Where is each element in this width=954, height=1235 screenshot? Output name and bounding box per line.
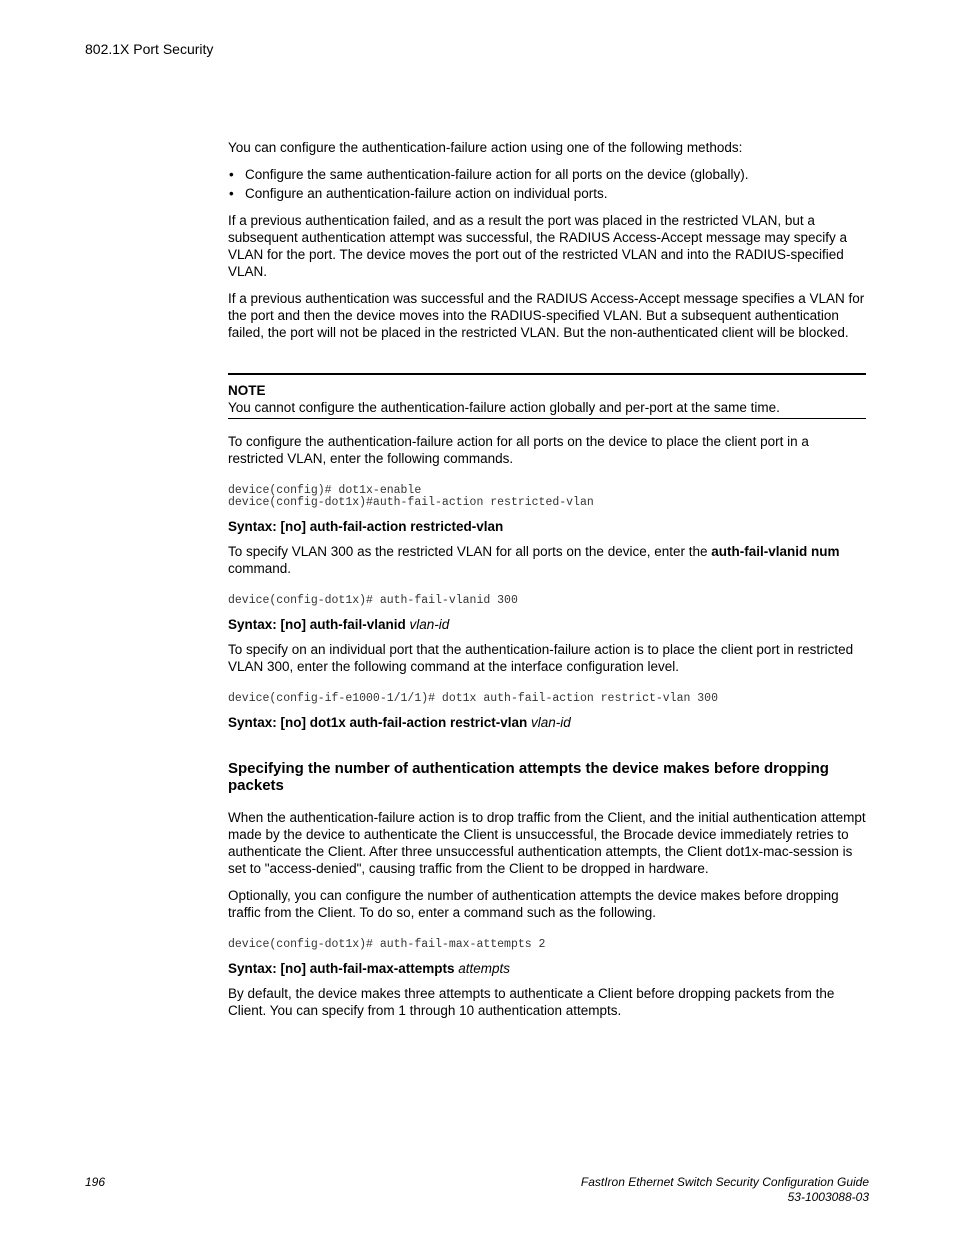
page-number: 196 <box>85 1175 106 1189</box>
section-heading: Specifying the number of authentication attempts the device makes before dropping packets <box>228 760 829 794</box>
methods-list <box>228 166 866 202</box>
syntax-command: Syntax: [no] auth-fail-max-attempts <box>228 961 459 976</box>
syntax-command: Syntax: [no] auth-fail-vlanid <box>228 617 410 632</box>
syntax-line: Syntax: [no] auth-fail-action restricted-vlan <box>228 519 504 534</box>
running-header: 802.1X Port Security <box>85 41 214 57</box>
paragraph: If a previous authentication was successful and the RADIUS Access-Accept message specifies a VLAN for the port and then the device moves into the RADIUS-specified VLAN. But a subsequent authentication failed, the port will not be placed in the restricted VLAN. But the non-authenticated client will be blocked. <box>228 291 865 340</box>
list-item: • Configure an authentication-failure action on individual ports. <box>228 185 866 202</box>
syntax-parameter: attempts <box>458 961 511 976</box>
paragraph: When the authentication-failure action is to drop traffic from the Client, and the initial authentication attempt made by the device to authenticate the Client is unsuccessful, the Brocade device immediately retries to authenticate the Client. After three unsuccessful authentication attempts, the Client dot1x-mac-session is set to "access-denied", causing traffic from the Client to be dropped in hardware. <box>228 810 866 876</box>
code-block: device(config-dot1x)# auth-fail-max-attempts 2 <box>228 938 546 951</box>
note-title: NOTE <box>228 383 266 398</box>
page-body <box>228 139 866 1029</box>
paragraph: To configure the authentication-failure action for all ports on the device to place the client port in a restricted VLAN, enter the following commands. <box>228 434 809 466</box>
note-box <box>228 373 866 419</box>
paragraph: Optionally, you can configure the number of authentication attempts the device makes before dropping traffic from the Client. To do so, enter a command such as the following. <box>228 888 839 920</box>
footer-doc-id: 53-1003088-03 <box>787 1190 869 1204</box>
list-item: • Configure the same authentication-failure action for all ports on the device (globally). <box>228 166 866 183</box>
syntax-parameter: vlan-id <box>531 715 571 730</box>
code-block: device(config-dot1x)# auth-fail-vlanid 300 <box>228 594 518 607</box>
syntax-parameter: vlan-id <box>409 617 450 632</box>
code-block: device(config-if-e1000-1/1/1)# dot1x auth-fail-action restrict-vlan 300 <box>228 692 718 705</box>
text-run: To specify VLAN 300 as the restricted VLAN for all ports on the device, enter the <box>228 544 712 559</box>
footer-title: FastIron Ethernet Switch Security Configuration Guide <box>580 1175 869 1189</box>
paragraph: By default, the device makes three attempts to authenticate a Client before dropping packets from the Client. You can specify from 1 through 10 authentication attempts. <box>228 986 835 1018</box>
note-text: You cannot configure the authentication-failure action globally and per-port at the same time. <box>228 400 780 415</box>
syntax-command: Syntax: [no] dot1x auth-fail-action restrict-vlan <box>228 715 532 730</box>
syntax-line <box>228 714 866 731</box>
paragraph: If a previous authentication failed, and as a result the port was placed in the restricted VLAN, but a subsequent authentication attempt was successful, the RADIUS Access-Accept message may specify a VLAN for the port. The device moves the port out of the restricted VLAN and into the RADIUS-specified VLAN. <box>228 213 848 279</box>
text-run: command. <box>228 561 292 576</box>
syntax-line <box>228 616 866 633</box>
intro-paragraph: You can configure the authentication-failure action using one of the following methods: <box>228 140 743 155</box>
command-name: auth-fail-vlanid num <box>711 544 840 559</box>
code-block: device(config)# dot1x-enable device(config-dot1x)#auth-fail-action restricted-vlan <box>228 484 594 509</box>
footer-doc-info <box>581 1175 869 1205</box>
paragraph <box>228 543 866 577</box>
paragraph: To specify on an individual port that the authentication-failure action is to place the client port in restricted VLAN 300, enter the following command at the interface configuration level. <box>228 642 854 674</box>
syntax-line <box>228 960 866 977</box>
